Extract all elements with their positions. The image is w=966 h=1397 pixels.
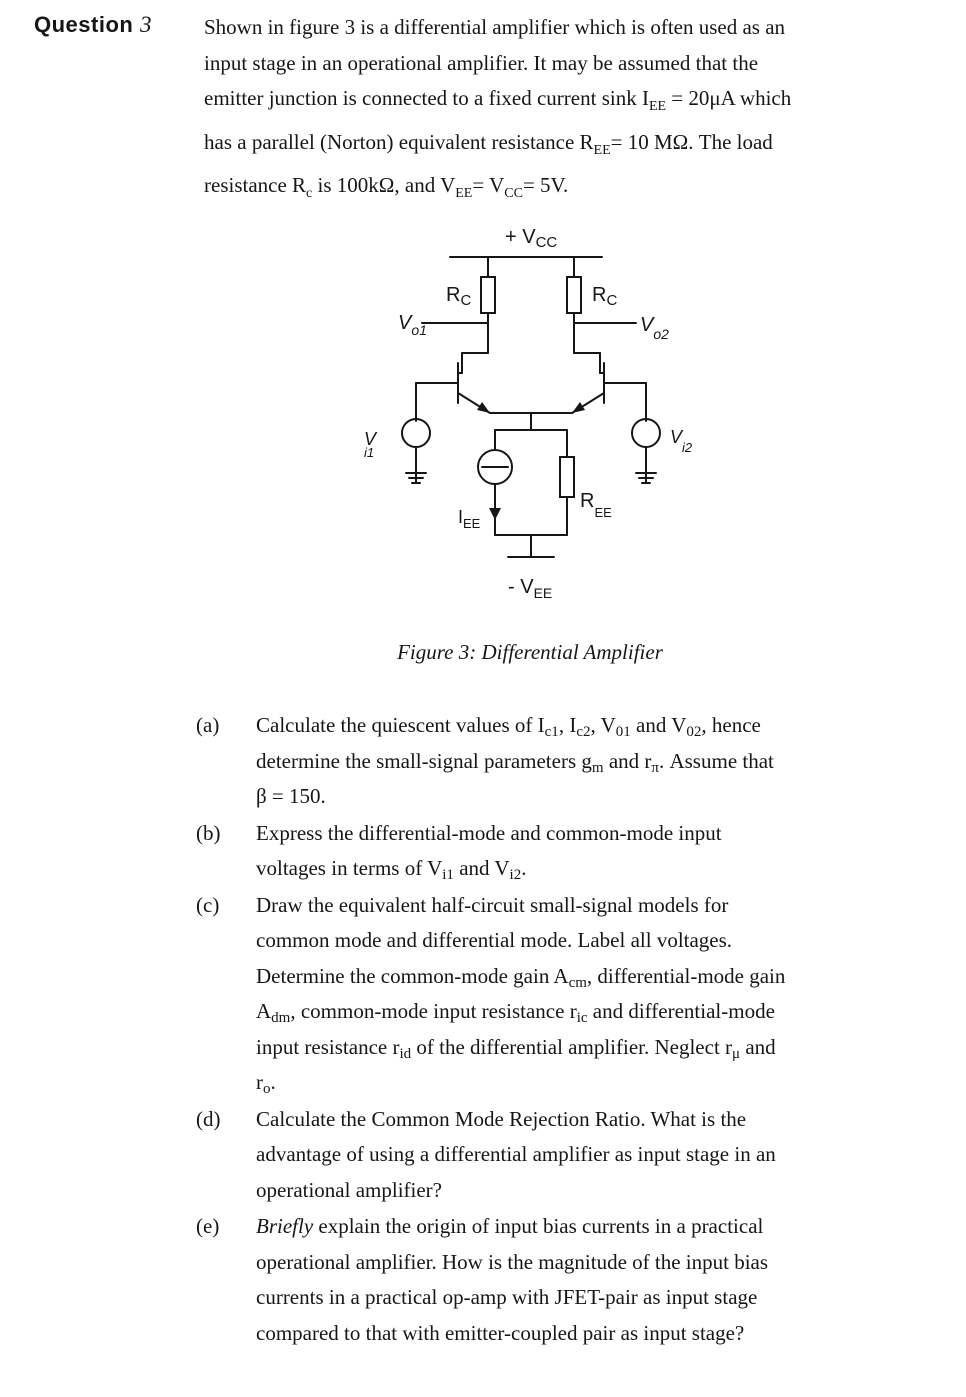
text-line: compared to that with emitter-coupled pair as input stage? [256,1320,745,1345]
intro-text: = 10 MΩ. The load [610,129,773,154]
text-line: Calculate the quiescent values of $I_{c1}$, $I_{c2}$, $V_{01}$ and $V_{02}$, hence [256,713,761,740]
text-line: Determine the common-mode gain $A_{cm}$, differential-mode gain [256,963,786,991]
subscript: EE [593,142,611,158]
text-line: determine the small-signal parameters $g_m$ and $r_\pi$. Assume that [256,748,774,776]
intro-text: input stage in an operational amplifier. It may be assumed that the [204,50,759,75]
text-line: $r_o$. [256,1070,276,1097]
intro-text: Shown in figure 3 is a differential amplifier which is often used as an [204,15,786,39]
text-line: operational amplifier? [256,1177,442,1202]
vi2-source [632,419,660,447]
intro-line-3 [204,81,874,125]
rc-right-resistor [567,277,581,313]
text-line: $A_{dm}$, common-mode input resistance $r_{ic}$ and differential-mode [256,999,775,1026]
intro-text: = 5V. [522,173,569,198]
intro-line-2 [204,46,874,82]
intro-text: emitter junction is connected to a fixed current sink I [204,86,649,110]
ree-label: $R_{EE}$ [580,490,612,520]
intro-paragraph [204,10,874,212]
rc-right-label: $R_C$ [592,284,618,309]
subscript: c [306,186,313,202]
text-line: voltages in terms of $V_{i1}$ and $V_{i2}$. [256,856,527,883]
q2-emitter-arrow [572,402,585,413]
part-d [196,1102,866,1209]
iee-arrow [489,508,501,520]
vi1-source [402,419,430,447]
rc-left-label: $R_C$ [446,284,472,309]
text-line: advantage of using a differential amplifier as input stage in an [256,1142,776,1166]
q1-emitter-arrow [477,402,490,413]
question-word: Question [34,12,134,37]
iee-label: $I_{EE}$ [458,507,481,531]
circuit-figure [340,205,700,625]
intro-text: is 100kΩ, and V [312,173,456,198]
intro-text: = 20μA which [666,86,792,110]
part-c [196,888,866,1101]
vi1-label: V i1 [364,429,377,460]
question-number: 3 [139,12,152,37]
part-label: (a) [196,713,220,737]
vee-label: - $V_{EE}$ [508,576,553,601]
text-line: Calculate the Common Mode Rejection Ratio. What is the [256,1106,747,1131]
vo1-label: $V_{o1}$ [398,312,427,338]
vi2-label: $V_{i2}$ [670,427,693,455]
part-text [256,888,866,1101]
part-text [256,1209,866,1351]
figure-caption: Figure 3: Differential Amplifier [397,640,663,664]
text-line: β = 150. [256,784,326,808]
text-line: operational amplifier. How is the magnitude of the input bias [256,1249,769,1274]
part-label: (b) [196,820,221,845]
part-label: (c) [196,892,220,917]
text-line: common mode and differential mode. Label all voltages. [256,928,733,952]
ree-resistor [560,457,574,497]
text-line: Briefly explain the origin of input bias currents in a practical [256,1214,764,1238]
subscript: EE [648,99,667,115]
intro-text: = V [472,173,505,198]
text-line: Express the differential-mode and common-mode input [256,820,722,845]
text-line: input resistance $r_{id}$ of the differential amplifier. Neglect $r_\mu$ and [256,1034,776,1062]
part-text [256,816,866,887]
differential-amplifier-schematic [340,205,700,625]
subscript: EE [455,186,473,202]
part-label: (d) [196,1106,221,1131]
part-label: (e) [196,1214,220,1238]
question-label [34,12,152,38]
rc-left-resistor [481,277,495,313]
part-text [256,708,866,815]
intro-text: resistance R [204,173,307,198]
subscript: CC [504,186,523,202]
text-line: currents in a practical op-amp with JFET-pair as input stage [256,1285,758,1309]
part-e [196,1209,866,1351]
text-line: Draw the equivalent half-circuit small-signal models for [256,892,729,917]
intro-line-4 [204,125,874,169]
part-a [196,708,866,815]
vcc-label: + $V_{CC}$ [505,226,558,251]
part-b [196,816,866,887]
vo2-label: $V_{o2}$ [640,314,669,342]
intro-line-1 [204,10,874,46]
sub-questions [196,708,866,1352]
part-text [256,1102,866,1209]
intro-text: has a parallel (Norton) equivalent resistance R [204,129,594,154]
